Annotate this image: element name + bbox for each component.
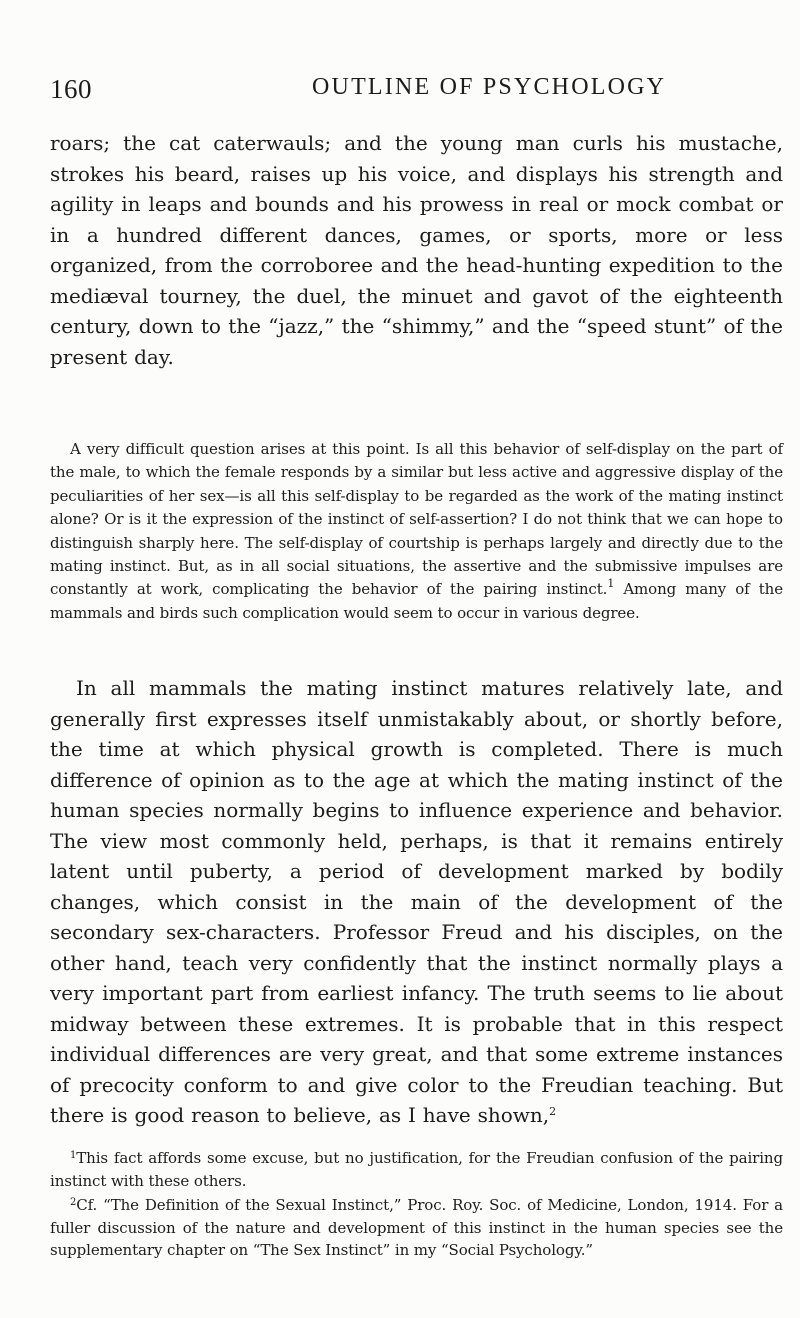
footnote-reference: 1 [607,577,615,591]
footnote-marker: 1 [70,1150,77,1161]
body-paragraph [50,673,783,1131]
footnote [50,1192,783,1262]
footnote [50,1145,783,1192]
body-paragraph-continued [50,128,783,372]
page-number: 160 [50,74,92,104]
footnote-text: This fact affords some excuse, but no justification, for the Freudian confusion of the pairing instinct with these others. [50,1149,783,1190]
footnotes [50,1145,783,1262]
footnote-text: Cf. “The Definition of the Sexual Instinct,” Proc. Roy. Soc. of Medicine, London, 1914. For a fuller discussion of the nature and development of this instinct in the human species see the supplementary chapter on “The Sex Instinct” in my “Social Psychology.” [50,1196,783,1259]
book-page [50,0,783,1318]
paragraph-text: A very difficult question arises at this point. Is all this behavior of self-display on the part of the male, to which the female responds by a similar but less active and aggressive display of the peculiarities of her sex—is all this self-display to be regarded as the work of the mating instinct alone? Or is it the expression of the instinct of self-assertion? I do not think that we can hope to distinguish sharply here. The self-display of courtship is perhaps largely and directly due to the mating instinct. But, as in all social situations, the assertive and the submissive impulses are constantly at work, complicating the behavior of the pairing instinct. [50,440,783,599]
footnote-reference: 2 [549,1105,557,1118]
small-print-paragraph [50,438,783,625]
running-head [50,74,783,114]
paragraph-text: roars; the cat caterwauls; and the young man curls his mustache, strokes his beard, raises up his voice, and displays his strength and agility in leaps and bounds and his prowess in real or mock combat or in a hundred different dances, games, or sports, more or less organized, from the corroboree and the head-hunting expedition to the mediæval tourney, the duel, the minuet and gavot of the eighteenth century, down to the “jazz,” the “shimmy,” and the “speed stunt” of the present day. [50,131,783,369]
paragraph-text: In all mammals the mating instinct matures relatively late, and generally first expresses itself unmistakably about, or shortly before, the time at which physical growth is completed. There is much difference of opinion as to the age at which the mating instinct of the human species normally begins to influence experience and behavior. The view most commonly held, perhaps, is that it remains entirely latent until puberty, a period of development marked by bodily changes, which consist in the main of the development of the secondary sex-characters. Professor Freud and his disciples, on the other hand, teach very confidently that the instinct normally plays a very important part from earliest infancy. The truth seems to lie about midway between these extremes. It is probable that in this respect individual differences are very great, and that some extreme instances of precocity conform to and give color to the Freudian teaching. But there is good reason to believe, as I have shown, [50,676,783,1127]
running-title: OUTLINE OF PSYCHOLOGY [312,74,667,100]
paragraph-text-continued: Among many of the mammals and birds such complication would seem to occur in various degree. [50,580,783,622]
footnote-marker: 2 [70,1197,77,1208]
